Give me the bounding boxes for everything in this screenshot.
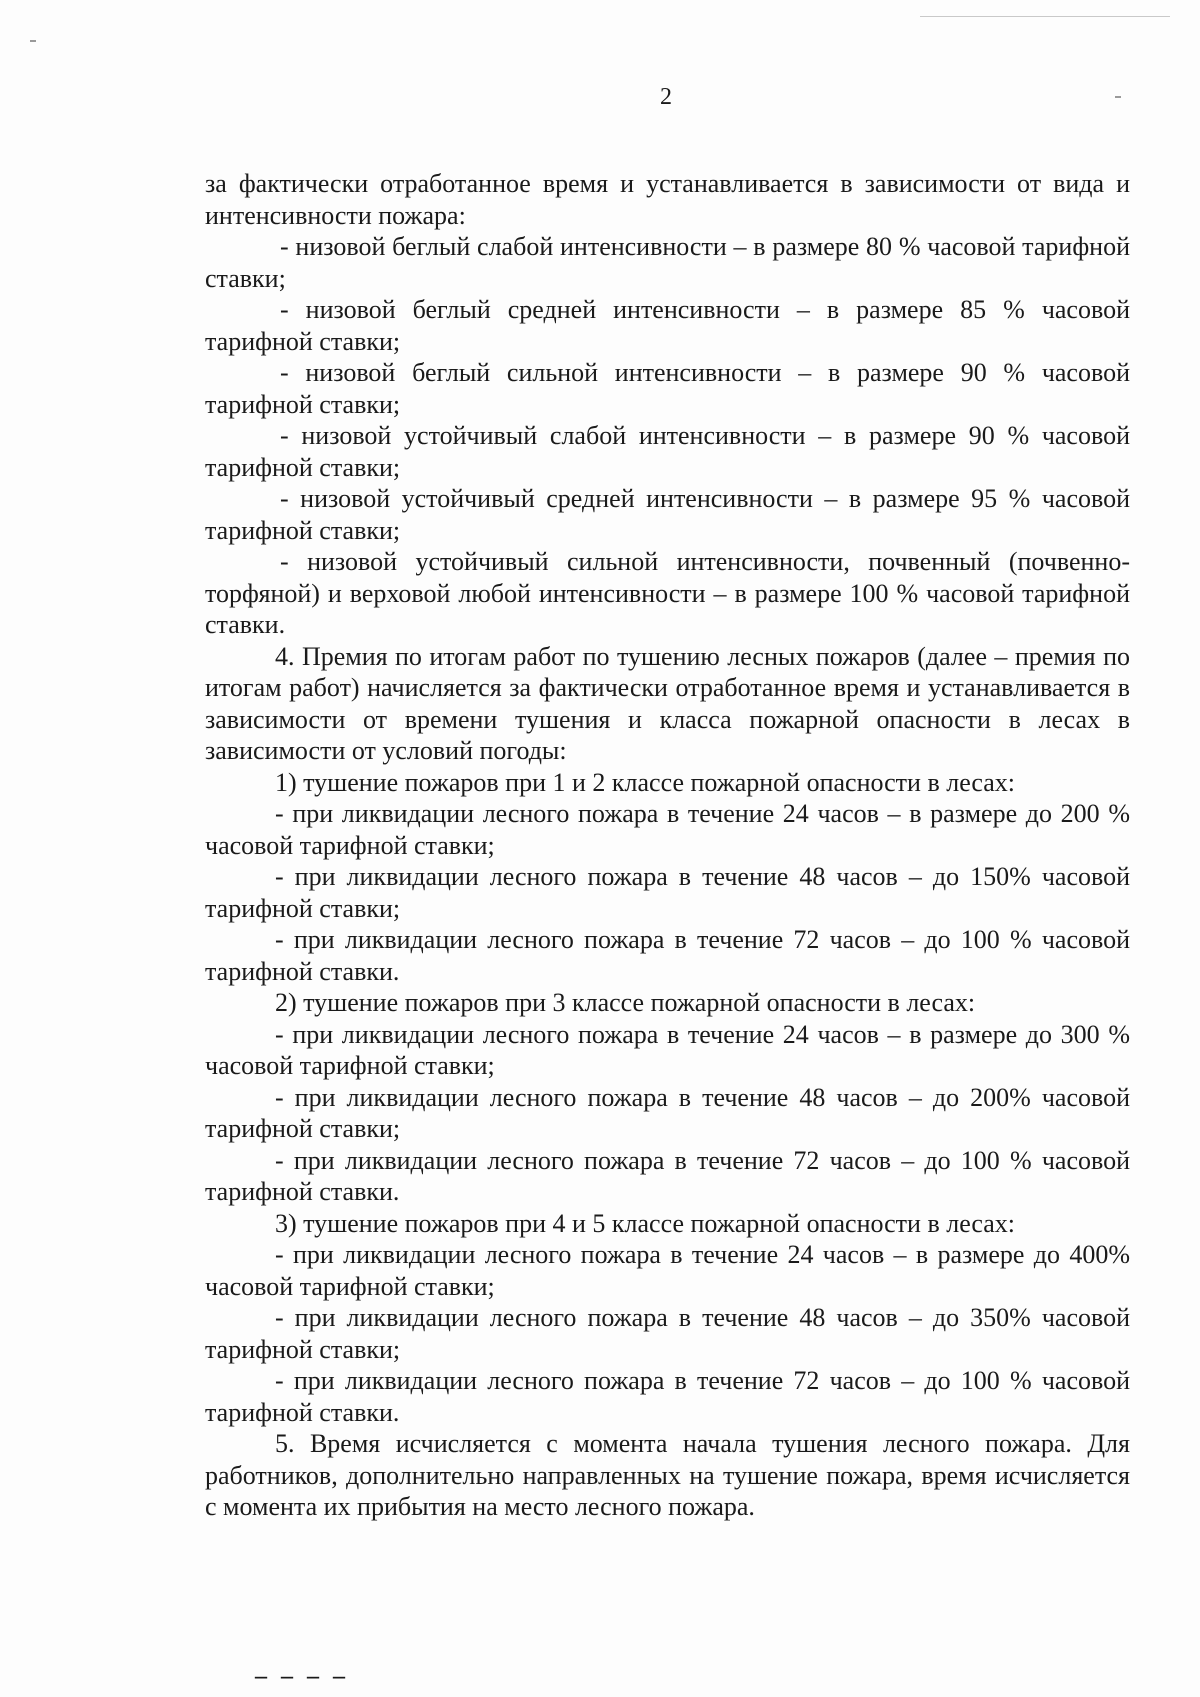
paragraph-section-4: 4. Премия по итогам работ по тушению лесных пожаров (далее – премия по итогам работ) начисляется за фактически отработанное время и устанавливается в зависимости от времени тушения и класса пожарной опасности в лесах в зависимости от условий погоды: xyxy=(205,641,1130,765)
list-item-fire-type: - низовой беглый средней интенсивности – в размере 85 % часовой тарифной ставки; xyxy=(205,295,1130,356)
list-item-bonus: - при ликвидации лесного пожара в течение 48 часов – до 150% часовой тарифной ставки; xyxy=(205,862,1130,923)
list-item-bonus: - при ликвидации лесного пожара в течение 24 часов – в размере до 200 % часовой тарифной ставки; xyxy=(205,799,1130,860)
paragraph-intro: за фактически отработанное время и устанавливается в зависимости от вида и интенсивности пожара: xyxy=(205,169,1130,230)
list-item-fire-type: - низовой устойчивый слабой интенсивности – в размере 90 % часовой тарифной ставки; xyxy=(205,421,1130,482)
footer-dashes: _ _ _ _ xyxy=(255,1655,349,1681)
list-item-bonus: - при ликвидации лесного пожара в течение 48 часов – до 200% часовой тарифной ставки; xyxy=(205,1082,1130,1143)
list-item-bonus: - при ликвидации лесного пожара в течение 72 часов – до 100 % часовой тарифной ставки. xyxy=(205,925,1130,986)
subsection-heading: 1) тушение пожаров при 1 и 2 классе пожарной опасности в лесах: xyxy=(275,767,1016,797)
document-body xyxy=(205,168,1130,1523)
list-item-bonus: - при ликвидации лесного пожара в течение 24 часов – в размере до 400% часовой тарифной ставки; xyxy=(205,1240,1130,1301)
paragraph-section-5: 5. Время исчисляется с момента начала тушения лесного пожара. Для работников, дополнительно направленных на тушение пожара, время исчисляется с момента их прибытия на место лесного пожара. xyxy=(205,1429,1130,1521)
list-item-fire-type: - низовой устойчивый сильной интенсивности, почвенный (почвенно-торфяной) и верховой любой интенсивности – в размере 100 % часовой тарифной ставки. xyxy=(205,547,1130,639)
list-item-bonus: - при ликвидации лесного пожара в течение 24 часов – в размере до 300 % часовой тарифной ставки; xyxy=(205,1019,1130,1080)
list-item-bonus: - при ликвидации лесного пожара в течение 48 часов – до 350% часовой тарифной ставки; xyxy=(205,1303,1130,1364)
page-number: 2 xyxy=(660,84,672,110)
list-item-fire-type: - низовой беглый сильной интенсивности – в размере 90 % часовой тарифной ставки; xyxy=(205,358,1130,419)
scan-artifact-line xyxy=(920,16,1170,17)
list-item-bonus: - при ликвидации лесного пожара в течение 72 часов – до 100 % часовой тарифной ставки. xyxy=(205,1145,1130,1206)
subsection-heading: 2) тушение пожаров при 3 классе пожарной опасности в лесах: xyxy=(275,988,976,1017)
list-item-fire-type: - низовой беглый слабой интенсивности – в размере 80 % часовой тарифной ставки; xyxy=(205,232,1130,293)
list-item-bonus: - при ликвидации лесного пожара в течение 72 часов – до 100 % часовой тарифной ставки. xyxy=(205,1366,1130,1427)
scan-artifact-mark xyxy=(1115,96,1121,98)
subsection-heading: 3) тушение пожаров при 4 и 5 классе пожарной опасности в лесах: xyxy=(275,1208,1016,1238)
scan-artifact-mark xyxy=(30,40,36,42)
list-item-fire-type: - низовой устойчивый средней интенсивности – в размере 95 % часовой тарифной ставки; xyxy=(205,484,1130,545)
